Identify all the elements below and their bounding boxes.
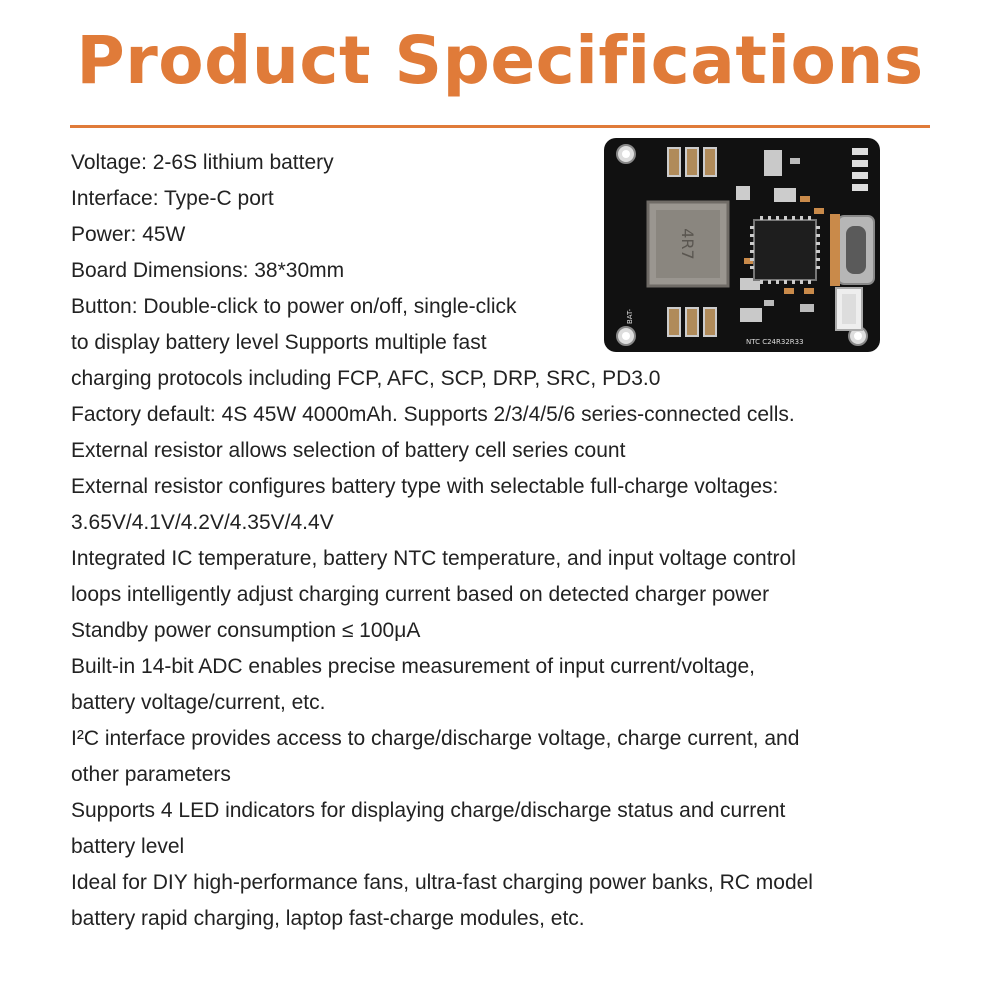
spec-line: battery voltage/current, etc. [71,691,326,714]
spec-line: I²C interface provides access to charge/discharge voltage, charge current, and [71,727,800,750]
controller-chip [754,220,816,280]
silk-label: BAT- [626,308,634,324]
spec-line: Voltage: 2-6S lithium battery [71,151,334,174]
spec-line: battery rapid charging, laptop fast-charge modules, etc. [71,907,585,930]
spec-line: Board Dimensions: 38*30mm [71,259,345,282]
spec-line: Factory default: 4S 45W 4000mAh. Supports 2/3/4/5/6 series-connected cells. [71,403,795,426]
spec-line: other parameters [71,763,231,786]
spec-line: battery level [71,835,185,858]
page-title: Product Specifications [76,22,924,99]
title-divider [70,125,930,128]
inductor-label: 4R7 [678,228,697,260]
spec-line: Integrated IC temperature, battery NTC temperature, and input voltage control [71,547,796,570]
spec-line: charging protocols including FCP, AFC, SCP, DRP, SRC, PD3.0 [71,367,661,390]
spec-line: to display battery level Supports multiple fast [71,331,487,354]
spec-line: External resistor allows selection of battery cell series count [71,439,626,462]
pcb-image [604,138,880,352]
spec-line: Standby power consumption ≤ 100μA [71,619,421,642]
spec-line: Built-in 14-bit ADC enables precise measurement of input current/voltage, [71,655,756,678]
spec-line: 3.65V/4.1V/4.2V/4.35V/4.4V [71,511,334,534]
spec-line: loops intelligently adjust charging current based on detected charger power [71,583,770,606]
silk-label: NTC C24R32R33 [746,338,804,346]
spec-line: External resistor configures battery type with selectable full-charge voltages: [71,475,779,498]
spec-line: Ideal for DIY high-performance fans, ultra-fast charging power banks, RC model [71,871,813,894]
spec-line: Supports 4 LED indicators for displaying charge/discharge status and current [71,799,786,822]
spec-line: Power: 45W [71,223,186,246]
spec-line: Button: Double-click to power on/off, single-click [71,295,517,318]
spec-line: Interface: Type-C port [71,187,274,210]
